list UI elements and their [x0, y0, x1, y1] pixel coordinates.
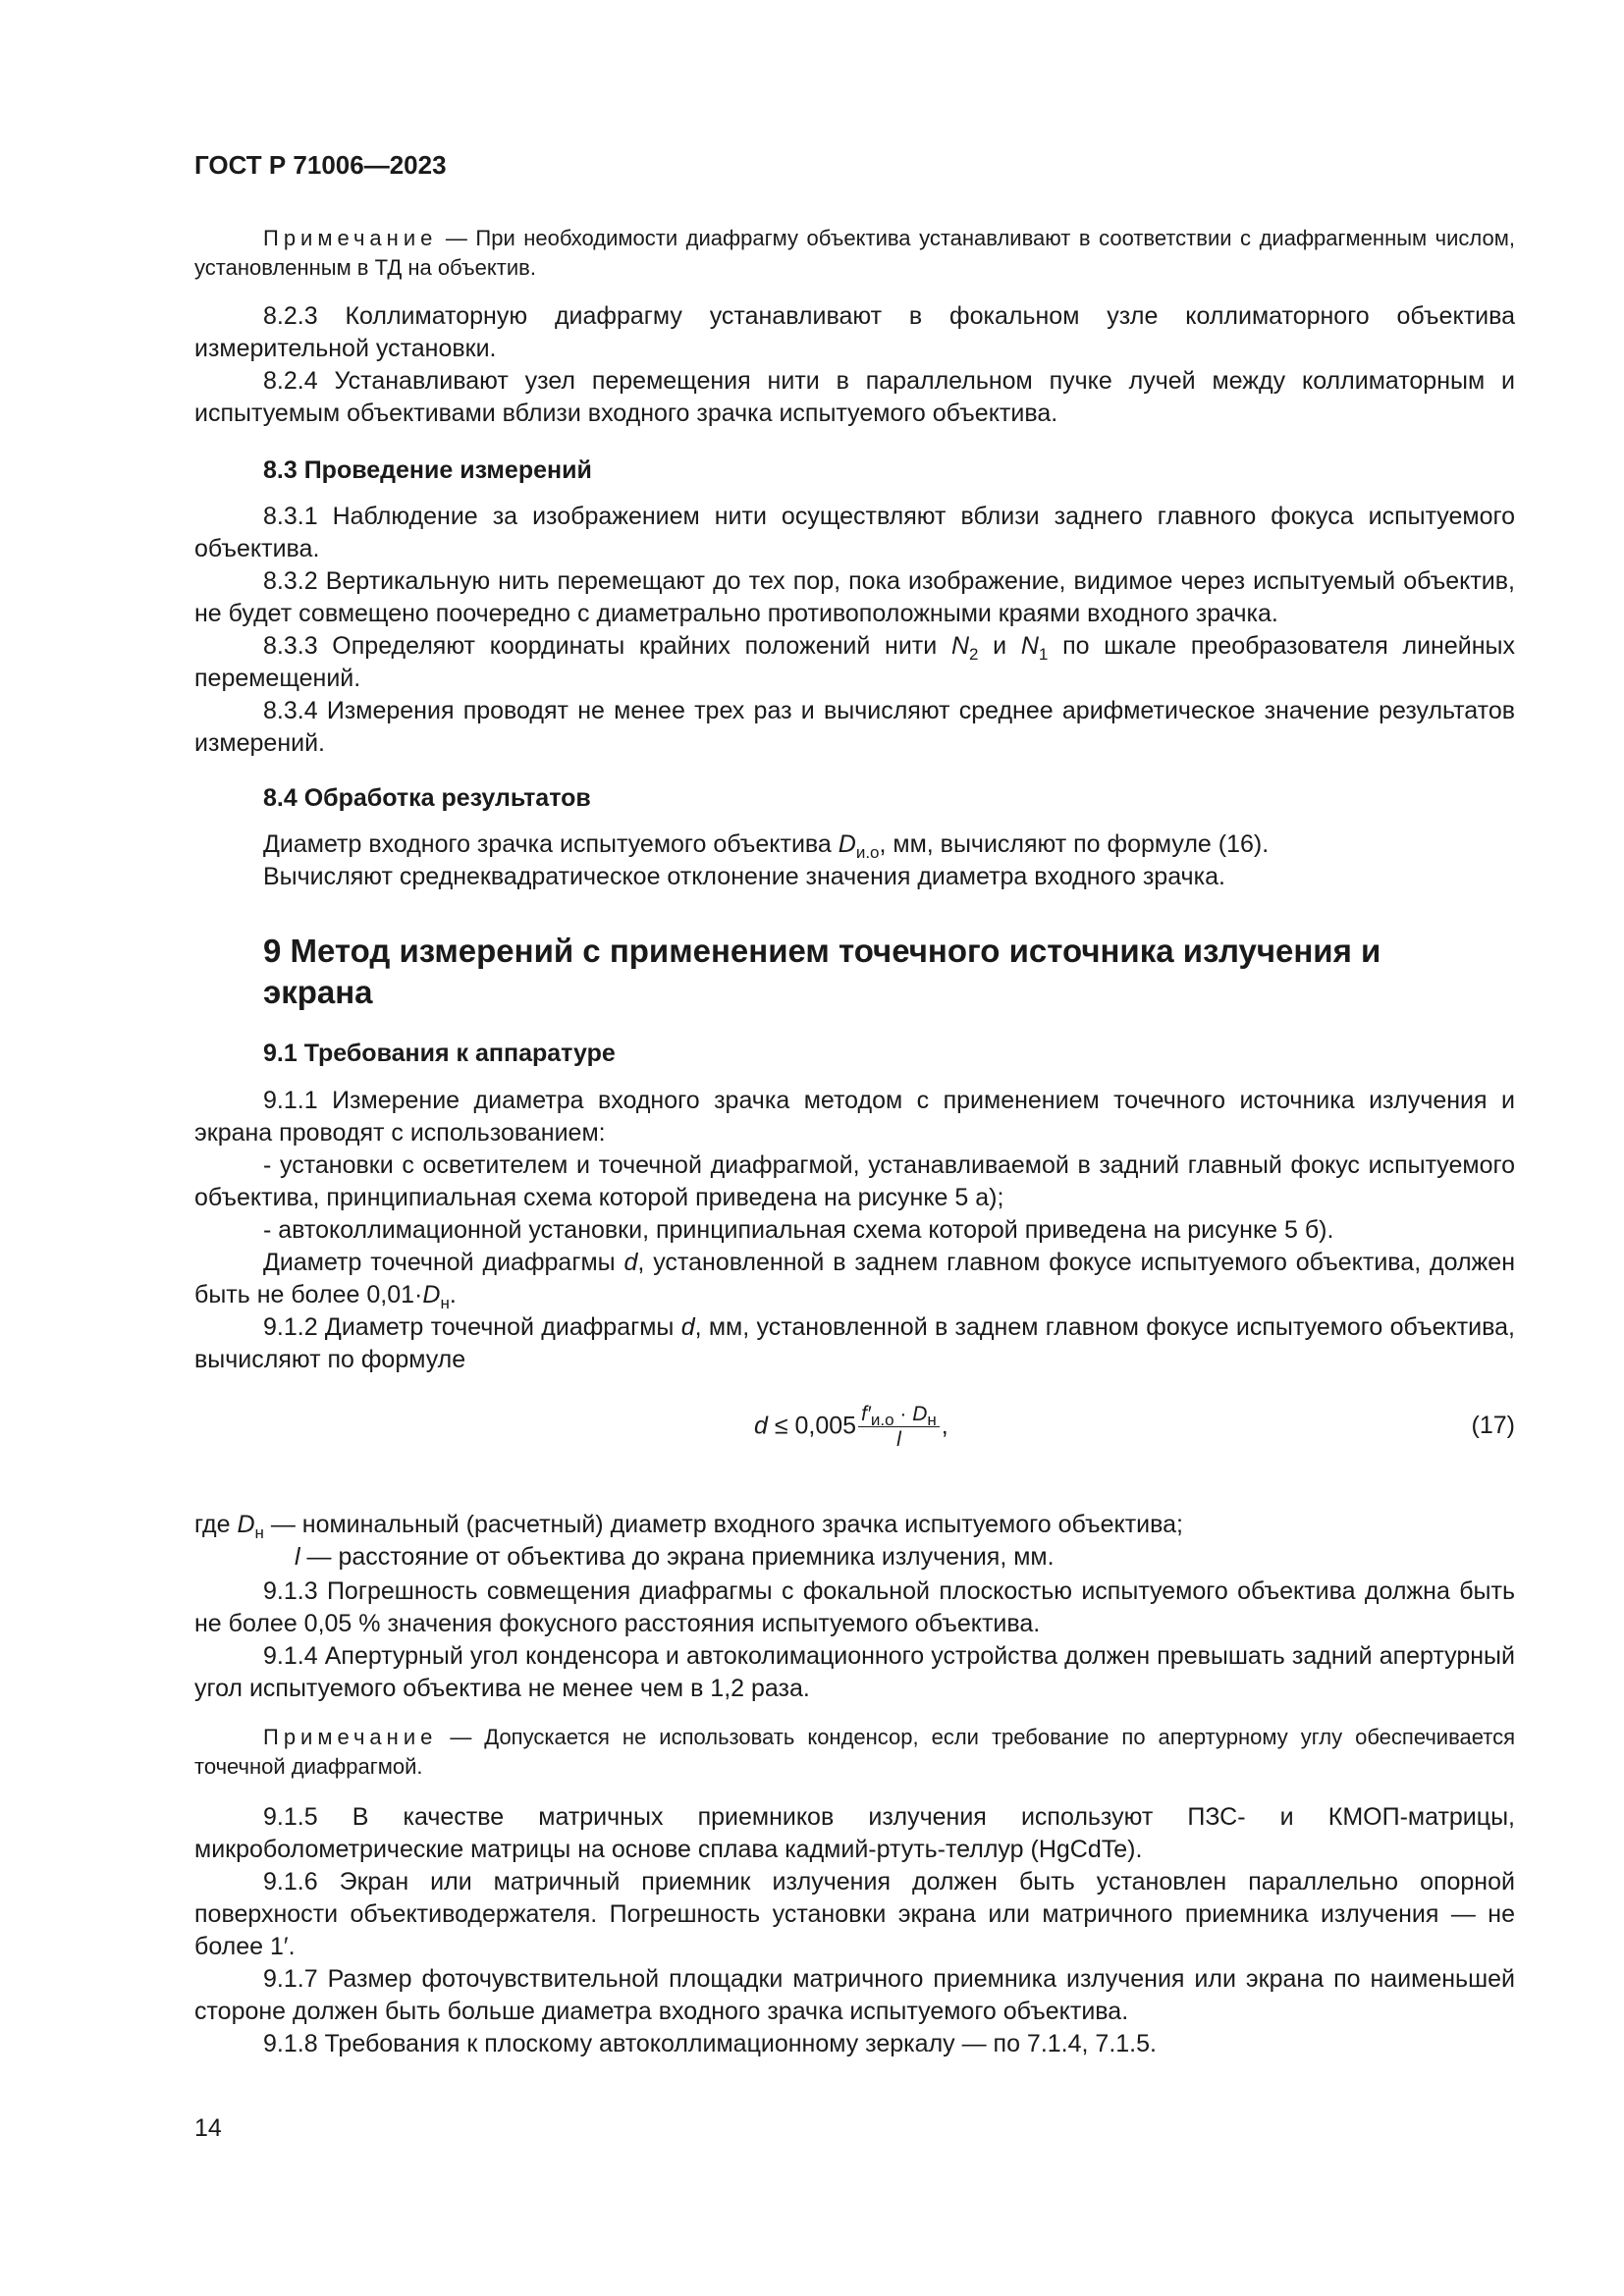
section-9-1-title: 9.1 Требования к аппаратуре: [263, 1040, 616, 1067]
note-text-2: — Допускается не использовать конденсор, если требование по апертурному углу обеспечивается точечной диафрагмой.: [194, 1725, 1515, 1779]
paragraph-8-3-2: 8.3.2 Вертикальную нить перемещают до тех пор, пока изображение, видимое через испытуемый объектив, не будет совмещено поочередно с диаметрально противоположными краями входного зрачка.: [194, 567, 1515, 627]
paragraph-9-1-6: 9.1.6 Экран или матричный приемник излучения должен быть установлен параллельно опорной поверхности объективодержателя. Погрешность установки экрана или матричного приемника излучения — не более 1′.: [194, 1868, 1515, 1960]
section-8-3: [194, 454, 1515, 760]
formula-17: [194, 1392, 1515, 1461]
note-paragraph: [194, 224, 1515, 283]
paragraph-8-3-1: 8.3.1 Наблюдение за изображением нити осуществляют вблизи заднего главного фокуса испытуемого объектива.: [194, 503, 1515, 562]
formula-legend: [194, 1509, 1515, 1574]
note-paragraph-2: [194, 1723, 1515, 1782]
note-text: — При необходимости диафрагму объектива устанавливают в соответствии с диафрагменным числом, установленным в ТД на объектив.: [194, 226, 1515, 280]
document-header: ГОСТ Р 71006—2023: [194, 150, 447, 180]
paragraph-9-1-1: 9.1.1 Измерение диаметра входного зрачка методом с применением точечного источника излучения и экрана проводят с использованием:: [194, 1087, 1515, 1147]
paragraph-8-3-3: 8.3.3 Определяют координаты крайних положений нити $N_2$ и $N_1$ по шкале преобразователя линейных перемещений.: [194, 632, 1516, 692]
paragraph-9-1-3: 9.1.3 Погрешность совмещения диафрагмы с фокальной плоскостью испытуемого объектива должна быть не более 0,05 % значения фокусного расстояния испытуемого объектива.: [194, 1577, 1515, 1637]
formula-expression: d ≤ 0,005 $\frac{f'_{и.о} \cdot D_н}{l}$ ,: [754, 1403, 948, 1451]
legend-line-1: где $D_н$ — номинальный (расчетный) диаметр входного зрачка испытуемого объектива;: [194, 1511, 1183, 1542]
formula-number: (17): [1471, 1412, 1515, 1439]
section-9: [194, 931, 1515, 1013]
list-item-1: - установки с осветителем и точечной диафрагмой, устанавливаемой в задний главный фокус испытуемого объектива, принципиальная схема которой приведена на рисунке 5 а);: [194, 1151, 1515, 1211]
paragraph-diaphragm-diameter: Диаметр точечной диафрагмы d, установленной в заднем главном фокусе испытуемого объектива, должен быть не более $0,01\cdot D_н$.: [194, 1249, 1515, 1312]
section-8-4-title: 8.4 Обработка результатов: [263, 784, 591, 812]
paragraph-8-2-4: 8.2.4 Устанавливают узел перемещения нити в параллельном пучке лучей между коллиматорным и испытуемым объективами вблизи входного зрачка испытуемого объектива.: [194, 367, 1515, 427]
paragraph-9-1-5: 9.1.5 В качестве матричных приемников излучения используют ПЗС- и КМОП-матрицы, микроболометрические матрицы на основе сплава кадмий-ртуть-теллур (HgCdTe).: [194, 1803, 1515, 1863]
fraction-denominator: l: [896, 1428, 901, 1451]
paragraph-9-1-8: 9.1.8 Требования к плоскому автоколлимационному зеркалу — по 7.1.4, 7.1.5.: [263, 2030, 1157, 2057]
paragraph-9-1-4: 9.1.4 Апертурный угол конденсора и автоколимационного устройства должен превышать задний апертурный угол испытуемого объектива не менее чем в 1,2 раза.: [194, 1642, 1515, 1702]
section-8-3-title: 8.3 Проведение измерений: [263, 456, 592, 484]
section-8-4: [194, 782, 1515, 893]
note-label-2: Примечание: [263, 1725, 438, 1749]
legend-line-2: l — расстояние от объектива до экрана приемника излучения, мм.: [295, 1543, 1055, 1571]
page-number: 14: [194, 2114, 222, 2142]
section-8-2-continued: [194, 224, 1515, 430]
formula-fraction: [858, 1404, 940, 1451]
paragraph-8-4-line1: Диаметр входного зрачка испытуемого объектива $D_{и.о}$, мм, вычисляют по формуле (16).: [263, 830, 1270, 862]
paragraph-9-1-2: 9.1.2 Диаметр точечной диафрагмы d, мм, установленной в заднем главном фокусе испытуемого объектива, вычисляют по формуле: [194, 1313, 1515, 1373]
paragraph-9-1-7: 9.1.7 Размер фоточувствительной площадки матричного приемника излучения или экрана по наименьшей стороне должен быть больше диаметра входного зрачка испытуемого объектива.: [194, 1965, 1515, 2025]
paragraph-8-3-4: 8.3.4 Измерения проводят не менее трех раз и вычисляют среднее арифметическое значение результатов измерений.: [194, 697, 1515, 757]
list-item-2: - автоколлимационной установки, принципиальная схема которой приведена на рисунке 5 б).: [263, 1216, 1334, 1244]
section-9-1: [194, 1038, 1515, 1376]
fraction-numerator: $f'_{и.о} \cdot D_н$: [858, 1404, 940, 1427]
section-9-title: 9 Метод измерений с применением точечного источника излучения и экрана: [263, 933, 1381, 1010]
section-9-1-continued: [194, 1575, 1515, 2060]
paragraph-8-4-line2: Вычисляют среднеквадратическое отклонение значения диаметра входного зрачка.: [263, 863, 1225, 890]
note-label: Примечание: [263, 226, 438, 250]
paragraph-8-2-3: 8.2.3 Коллиматорную диафрагму устанавливают в фокальном узле коллиматорного объектива измерительной установки.: [194, 302, 1515, 362]
